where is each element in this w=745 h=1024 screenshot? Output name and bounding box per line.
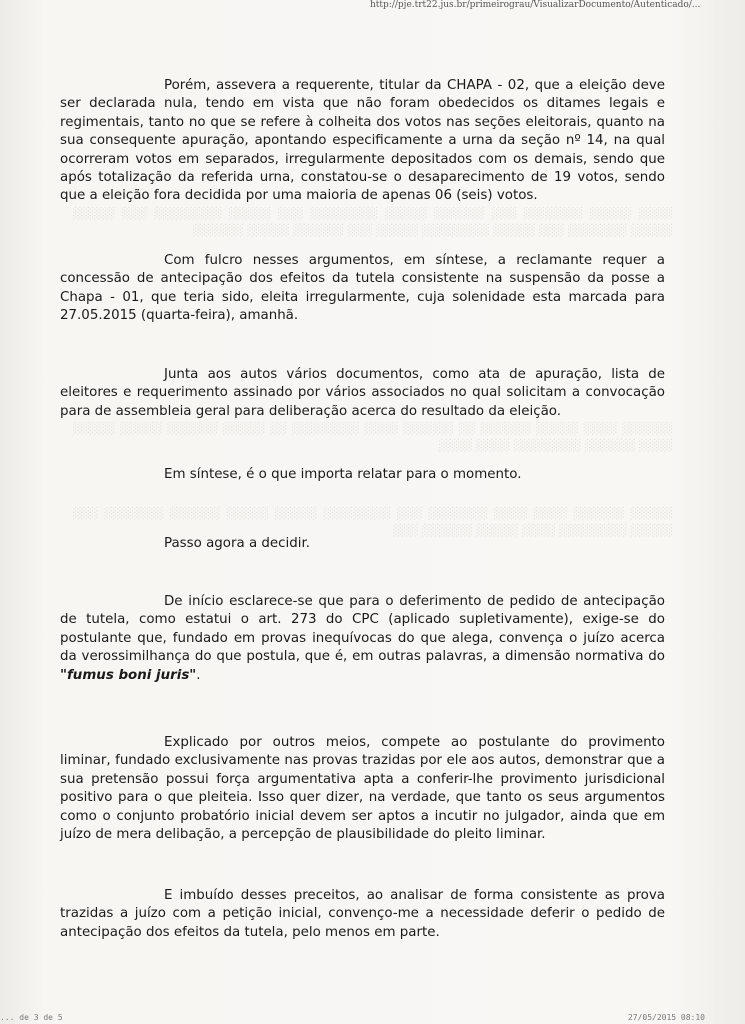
paragraph-1: Porém, assevera a requerente, titular da CHAPA - 02, que a eleição deve ser declarada nula, tendo em vista que não foram obedecidos os ditames legais e regimentais, tanto no que se refere à colheita dos votos nas seções eleitorais, quanto na sua consequente apuração, apontando especificamente a urna da seção nº 14, na qual ocorreram votos em separados, irregularmente depositados com os demais, sendo que após totalização da referida urna, constatou-se o desaparecimento de 19 votos, sendo que a eleição fora decidida por uma maioria de apenas 06 (seis) votos. — [60, 78, 665, 204]
paragraph-7: Explicado por outros meios, compete ao postulante do provimento liminar, fundado exclusivamente nas provas trazidas por ele aos autos, demonstrar que a sua pretensão possui força argumentativa apta a conferir-lhe provimento jurisdicional positivo para o que pleiteia. Isso quer dizer, na verdade, que tanto os seus argumentos como o conjunto probatório inicial devem ser aptos a incutir no julgador, ainda que em juízo de mera delibação, a percepção de plausibilidade do pleito liminar. — [60, 735, 665, 843]
paragraph-4: Em síntese, é o que importa relatar para o momento. — [164, 467, 522, 482]
print-timestamp: 27/05/2015 08:10 — [627, 1013, 705, 1022]
paragraph-6: De início esclarece-se que para o deferimento de pedido de antecipação de tutela, como estatui o art. 273 do CPC (aplicado supletivamente), exige-se do postulante que, fundado em provas inequívocas do que alega, convença o juízo acerca da verossimilhança do que postula, que é, em outras palavras, a dimensão normativa do "fumus boni juris". — [60, 594, 665, 683]
paragraph-5: Passo agora a decidir. — [164, 536, 310, 551]
paragraph-3: Junta aos autos vários documentos, como ata de apuração, lista de eleitores e requerimento assinado por vários associados no qual solicitam a convocação para de assembleia geral para deliberação acerca do resultado da eleição. — [60, 367, 665, 419]
page-url: http://pje.trt22.jus.br/primeirograu/VisualizarDocumento/Autenticado/... — [370, 0, 701, 10]
bleed-through-text: ░░░░░░ ░░░░ ░░░░░ ░░░░░░ ░░ ░░░░░░ ░░░░ ░░░░░░░░ ░░ ░░░░░ ░░░░░░ ░░░░░ ░░░░░ ░░░░ ░░░░░░ ░░░░░░░░ ░░░░ ░░░░ — [72, 422, 672, 452]
paragraph-8: E imbuído desses preceitos, ao analisar de forma consistente as prova trazidas a juízo com a petição inicial, convenço-me a necessidade deferir o pedido de antecipação dos efeitos da tutela, pelo menos em parte. — [60, 888, 665, 940]
page-number: ... de 3 de 5 — [0, 1013, 63, 1022]
latin-term: "fumus boni juris" — [60, 667, 197, 683]
bleed-through-text: ░░░░░ ░░░░░░ ░░░░ ░░░░ ░░░░░░░ ░░░ ░░░░░░░░ ░░░░░ ░░░░░ ░░░░░░ ░░░░░░░ ░░░ ░░░░░ ░░░░░░░░ ░░░░ ░░░░░ ░░░░░░ ░░░ — [72, 507, 672, 537]
paragraph-2: Com fulcro nesses argumentos, em síntese, a reclamante requer a concessão de antecipação dos efeitos da tutela consistente na suspensão da posse a Chapa - 01, que teria sido, eleita irregularmente, cuja solenidade esta marcada para 27.05.2015 (quarta-feira), amanhã. — [60, 253, 665, 324]
bleed-through-text: ░░░░ ░░░░░ ░░░░░░░ ░░░ ░░░░░░ ░░░░░ ░░░░░░░░ ░░░ ░░░░░ ░░░░░░░░ ░░░ ░░░░░ ░░░░░ ░░░░░░░ ░░░ ░░░░░ ░░░░░░░░ ░░░░░ ░░░ ░░░░░░ ░░░░░ ░░░░░░ — [72, 207, 672, 237]
